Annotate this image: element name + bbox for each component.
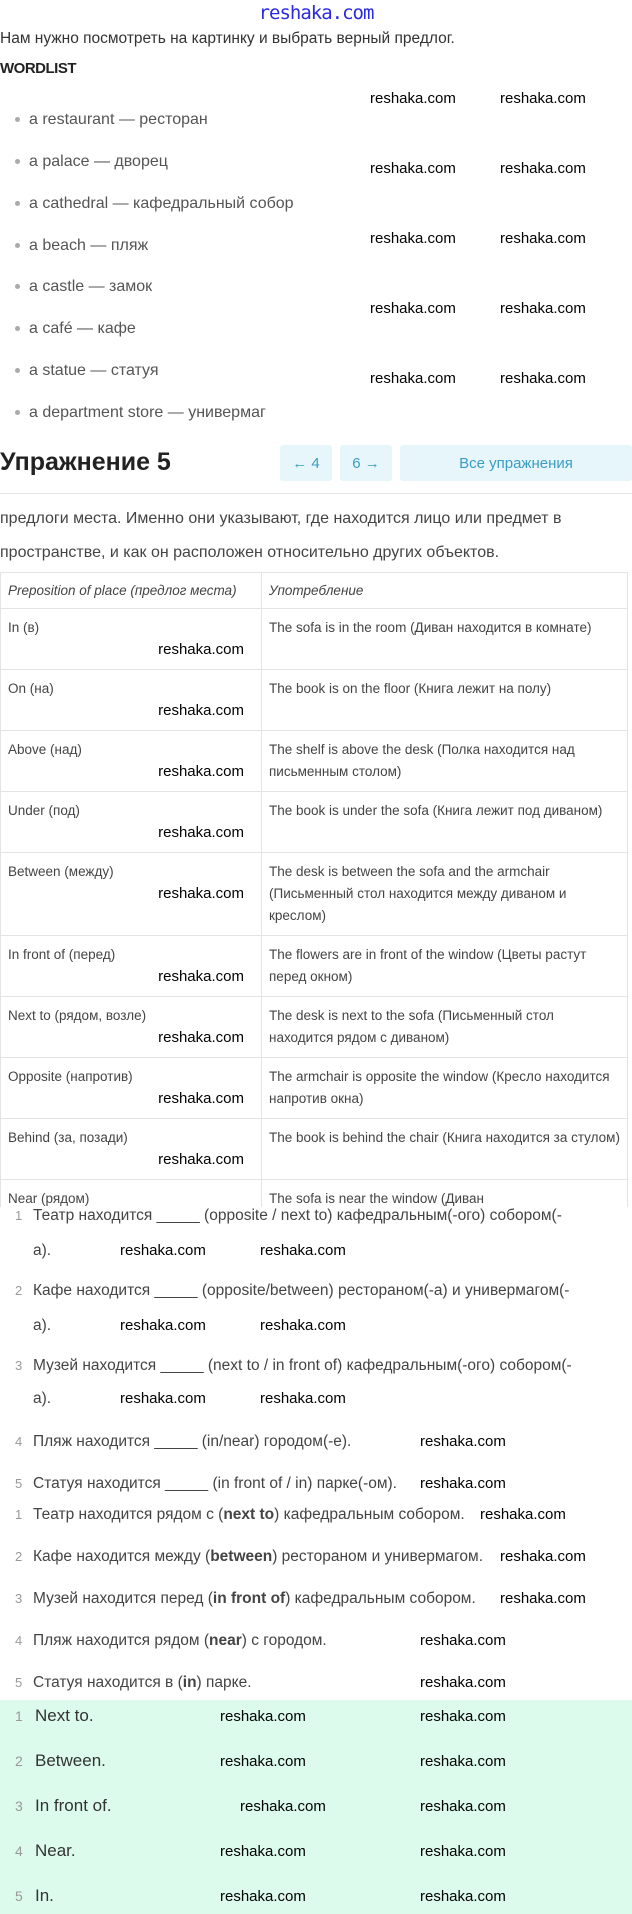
bullet-icon bbox=[15, 326, 20, 331]
watermark-text: reshaka.com bbox=[500, 370, 586, 387]
wordlist-item-text: a statue — статуя bbox=[29, 362, 159, 379]
table-row bbox=[1, 1180, 628, 1208]
usage-cell bbox=[262, 792, 628, 853]
usage-text: The sofa is in the room (Диван находится в комнате) bbox=[269, 620, 592, 635]
translation-text: ) кафедральным собором. bbox=[285, 1590, 476, 1607]
translation-number: 1 bbox=[15, 1507, 23, 1522]
watermark-text: reshaka.com bbox=[420, 1433, 506, 1450]
preposition-text: Next to (рядом, возле) bbox=[8, 1008, 147, 1023]
task-number: 2 bbox=[15, 1283, 23, 1298]
table-row bbox=[1, 853, 628, 936]
watermark-text: reshaka.com bbox=[220, 1888, 306, 1905]
watermark-text: reshaka.com bbox=[420, 1888, 506, 1905]
divider bbox=[0, 493, 632, 494]
usage-cell bbox=[262, 853, 628, 936]
translation-keyword: next to bbox=[223, 1506, 275, 1523]
watermark-text: reshaka.com bbox=[158, 1151, 244, 1168]
translation-text: Кафе находится между ( bbox=[33, 1548, 211, 1565]
paragraph-line: пространстве, и как он расположен относительно других объектов. bbox=[0, 544, 500, 561]
translation-item bbox=[15, 1632, 327, 1650]
usage-text: The shelf is above the desk (Полка находится над письменным столом) bbox=[269, 742, 575, 779]
watermark-text: reshaka.com bbox=[158, 641, 244, 658]
wordlist-item bbox=[15, 111, 208, 129]
preposition-text: Behind (за, позади) bbox=[8, 1130, 128, 1145]
wordlist-item bbox=[15, 404, 266, 422]
watermark-text: reshaka.com bbox=[480, 1506, 566, 1523]
watermark-text: reshaka.com bbox=[370, 230, 456, 247]
watermark-text: reshaka.com bbox=[158, 763, 244, 780]
watermark-text: reshaka.com bbox=[500, 1548, 586, 1565]
answer-item bbox=[15, 1706, 94, 1726]
task-text: Музей находится _____ (next to / in front of) кафедральным(-ого) собором(- bbox=[33, 1357, 572, 1374]
watermark-text: reshaka.com bbox=[500, 90, 586, 107]
watermark-text: reshaka.com bbox=[120, 1390, 206, 1407]
task-text-cont: а). bbox=[33, 1390, 52, 1407]
watermark-text: reshaka.com bbox=[370, 90, 456, 107]
wordlist-item-text: a department store — универмаг bbox=[29, 404, 266, 421]
translation-text: Музей находится перед ( bbox=[33, 1590, 213, 1607]
answer-number: 5 bbox=[15, 1888, 23, 1904]
watermark-text: reshaka.com bbox=[370, 160, 456, 177]
preposition-text: Above (над) bbox=[8, 742, 82, 757]
preposition-text: Opposite (напротив) bbox=[8, 1069, 133, 1084]
paragraph-line: предлоги места. Именно они указывают, где находится лицо или предмет в bbox=[0, 510, 562, 527]
translation-keyword: between bbox=[210, 1548, 273, 1565]
task-text: Театр находится _____ (opposite / next to) кафедральным(-ого) собором(- bbox=[33, 1207, 562, 1224]
translation-text: ) парке. bbox=[196, 1674, 252, 1691]
wordlist-item-text: a restaurant — ресторан bbox=[29, 111, 208, 128]
usage-cell bbox=[262, 731, 628, 792]
answer-item bbox=[15, 1751, 106, 1771]
task-item bbox=[15, 1207, 562, 1225]
usage-text: The book is behind the chair (Книга находится за стулом) bbox=[269, 1130, 620, 1145]
watermark-text: reshaka.com bbox=[260, 1242, 346, 1259]
preposition-text: Near (рядом) bbox=[8, 1191, 90, 1206]
wordlist-item bbox=[15, 362, 159, 380]
answer-text: In front of. bbox=[35, 1796, 112, 1815]
usage-text: The armchair is opposite the window (Кресло находится напротив окна) bbox=[269, 1069, 610, 1106]
usage-cell bbox=[262, 1119, 628, 1180]
usage-cell bbox=[262, 609, 628, 670]
answer-item bbox=[15, 1796, 112, 1816]
usage-text: The flowers are in front of the window (Цветы растут перед окном) bbox=[269, 947, 587, 984]
bullet-icon bbox=[15, 410, 20, 415]
task-item bbox=[15, 1433, 351, 1451]
watermark-text: reshaka.com bbox=[420, 1632, 506, 1649]
preposition-cell bbox=[1, 792, 262, 853]
bullet-icon bbox=[15, 159, 20, 164]
usage-text: The desk is between the sofa and the armchair (Письменный стол находится между диваном и креслом) bbox=[269, 864, 567, 923]
wordlist-item-text: a café — кафе bbox=[29, 320, 136, 337]
answer-text: In. bbox=[35, 1886, 54, 1905]
bullet-icon bbox=[15, 368, 20, 373]
task-text: Пляж находится _____ (in/near) городом(-е). bbox=[33, 1433, 352, 1450]
answer-number: 1 bbox=[15, 1708, 23, 1724]
task-text-cont: а). bbox=[33, 1317, 52, 1334]
preposition-cell bbox=[1, 670, 262, 731]
wordlist-item bbox=[15, 278, 152, 296]
translation-text: Театр находится рядом с ( bbox=[33, 1506, 224, 1523]
wordlist-item-text: a beach — пляж bbox=[29, 237, 149, 254]
task-text-cont: а). bbox=[33, 1242, 52, 1259]
watermark-text: reshaka.com bbox=[260, 1317, 346, 1334]
task-number: 5 bbox=[15, 1476, 23, 1491]
translation-text: ) рестораном и универмагом. bbox=[272, 1548, 483, 1565]
wordlist-item bbox=[15, 320, 136, 338]
table-header: Употребление bbox=[262, 573, 628, 609]
usage-text: The desk is next to the sofa (Письменный стол находится рядом с диваном) bbox=[269, 1008, 554, 1045]
preposition-text: In front of (перед) bbox=[8, 947, 116, 962]
preposition-cell bbox=[1, 731, 262, 792]
preposition-cell bbox=[1, 853, 262, 936]
answer-number: 2 bbox=[15, 1753, 23, 1769]
bullet-icon bbox=[15, 243, 20, 248]
table-header: Preposition of place (предлог места) bbox=[1, 573, 262, 609]
answer-number: 4 bbox=[15, 1843, 23, 1859]
watermark-text: reshaka.com bbox=[500, 160, 586, 177]
all-exercises-button[interactable]: Все упражнения bbox=[400, 445, 632, 481]
wordlist-item bbox=[15, 237, 148, 255]
preposition-cell bbox=[1, 997, 262, 1058]
watermark-text: reshaka.com bbox=[370, 370, 456, 387]
task-text: Кафе находится _____ (opposite/between) рестораном(-а) и универмагом(- bbox=[33, 1282, 570, 1299]
usage-cell bbox=[262, 997, 628, 1058]
wordlist-item bbox=[15, 153, 168, 171]
watermark-text: reshaka.com bbox=[158, 968, 244, 985]
watermark-text: reshaka.com bbox=[158, 824, 244, 841]
translation-item bbox=[15, 1590, 476, 1608]
watermark-text: reshaka.com bbox=[158, 885, 244, 902]
preposition-text: In (в) bbox=[8, 620, 40, 635]
preposition-text: On (на) bbox=[8, 681, 54, 696]
watermark-text: reshaka.com bbox=[500, 300, 586, 317]
usage-text: The sofa is near the window (Диван bbox=[269, 1191, 485, 1206]
translation-item bbox=[15, 1548, 483, 1566]
translation-number: 2 bbox=[15, 1549, 23, 1564]
preposition-cell bbox=[1, 1180, 262, 1208]
answer-number: 3 bbox=[15, 1798, 23, 1814]
task-item bbox=[15, 1357, 572, 1375]
watermark-text: reshaka.com bbox=[120, 1242, 206, 1259]
table-row bbox=[1, 1058, 628, 1119]
exercise-title: Упражнение 5 bbox=[0, 448, 171, 476]
wordlist-item-text: a castle — замок bbox=[29, 278, 153, 295]
watermark-text: reshaka.com bbox=[370, 300, 456, 317]
translation-keyword: in bbox=[182, 1674, 197, 1691]
watermark-text: reshaka.com bbox=[220, 1753, 306, 1770]
answer-item bbox=[15, 1841, 76, 1861]
bullet-icon bbox=[15, 284, 20, 289]
watermark-text: reshaka.com bbox=[240, 1798, 326, 1815]
watermark-text: reshaka.com bbox=[158, 1090, 244, 1107]
intro-text: Нам нужно посмотреть на картинку и выбрать верный предлог. bbox=[0, 30, 455, 47]
translation-item bbox=[15, 1674, 252, 1692]
task-item bbox=[15, 1282, 569, 1300]
table-row bbox=[1, 997, 628, 1058]
preposition-cell bbox=[1, 936, 262, 997]
prepositions-table bbox=[0, 572, 632, 1207]
watermark-text: reshaka.com bbox=[120, 1317, 206, 1334]
watermark-text: reshaka.com bbox=[158, 1029, 244, 1046]
wordlist-item-text: a palace — дворец bbox=[29, 153, 168, 170]
watermark-text: reshaka.com bbox=[420, 1475, 506, 1492]
answer-item bbox=[15, 1886, 54, 1906]
watermark-text: reshaka.com bbox=[420, 1674, 506, 1691]
watermark-text: reshaka.com bbox=[158, 702, 244, 719]
table-row bbox=[1, 609, 628, 670]
wordlist-title: WORDLIST bbox=[0, 60, 76, 77]
usage-cell bbox=[262, 1180, 628, 1208]
preposition-cell bbox=[1, 1058, 262, 1119]
watermark-text: reshaka.com bbox=[420, 1753, 506, 1770]
preposition-cell bbox=[1, 609, 262, 670]
watermark-text: reshaka.com bbox=[260, 1390, 346, 1407]
prev-exercise-button[interactable]: ← 4 bbox=[280, 445, 332, 481]
translation-item bbox=[15, 1506, 465, 1524]
preposition-text: Between (между) bbox=[8, 864, 114, 879]
translation-number: 3 bbox=[15, 1591, 23, 1606]
translation-keyword: near bbox=[209, 1632, 242, 1649]
wordlist-item bbox=[15, 195, 294, 213]
answer-text: Next to. bbox=[35, 1706, 94, 1725]
usage-cell bbox=[262, 936, 628, 997]
translation-number: 4 bbox=[15, 1633, 23, 1648]
table-row bbox=[1, 936, 628, 997]
bullet-icon bbox=[15, 117, 20, 122]
translation-text: ) кафедральным собором. bbox=[274, 1506, 465, 1523]
next-exercise-button[interactable]: 6 → bbox=[340, 445, 392, 481]
table-row bbox=[1, 1119, 628, 1180]
task-number: 1 bbox=[15, 1208, 23, 1223]
task-text: Статуя находится _____ (in front of / in) парке(-ом). bbox=[33, 1475, 397, 1492]
translation-text: Статуя находится в ( bbox=[33, 1674, 183, 1691]
translation-number: 5 bbox=[15, 1675, 23, 1690]
watermark-text: reshaka.com bbox=[500, 230, 586, 247]
preposition-text: Under (под) bbox=[8, 803, 80, 818]
answer-text: Near. bbox=[35, 1841, 76, 1860]
wordlist-item-text: a cathedral — кафедральный собор bbox=[29, 195, 294, 212]
table-row bbox=[1, 792, 628, 853]
usage-cell bbox=[262, 670, 628, 731]
site-logo[interactable]: reshaka.com bbox=[258, 2, 374, 24]
bullet-icon bbox=[15, 201, 20, 206]
usage-text: The book is under the sofa (Книга лежит под диваном) bbox=[269, 803, 603, 818]
watermark-text: reshaka.com bbox=[420, 1798, 506, 1815]
watermark-text: reshaka.com bbox=[420, 1708, 506, 1725]
task-number: 3 bbox=[15, 1358, 23, 1373]
translation-text: ) с городом. bbox=[241, 1632, 327, 1649]
watermark-text: reshaka.com bbox=[420, 1843, 506, 1860]
answer-text: Between. bbox=[35, 1751, 106, 1770]
usage-cell bbox=[262, 1058, 628, 1119]
table-row bbox=[1, 670, 628, 731]
translation-keyword: in front of bbox=[212, 1590, 286, 1607]
preposition-cell bbox=[1, 1119, 262, 1180]
watermark-text: reshaka.com bbox=[220, 1708, 306, 1725]
usage-text: The book is on the floor (Книга лежит на полу) bbox=[269, 681, 552, 696]
watermark-text: reshaka.com bbox=[220, 1843, 306, 1860]
watermark-text: reshaka.com bbox=[500, 1590, 586, 1607]
task-number: 4 bbox=[15, 1434, 23, 1449]
translation-text: Пляж находится рядом ( bbox=[33, 1632, 209, 1649]
task-item bbox=[15, 1475, 397, 1493]
table-row bbox=[1, 731, 628, 792]
